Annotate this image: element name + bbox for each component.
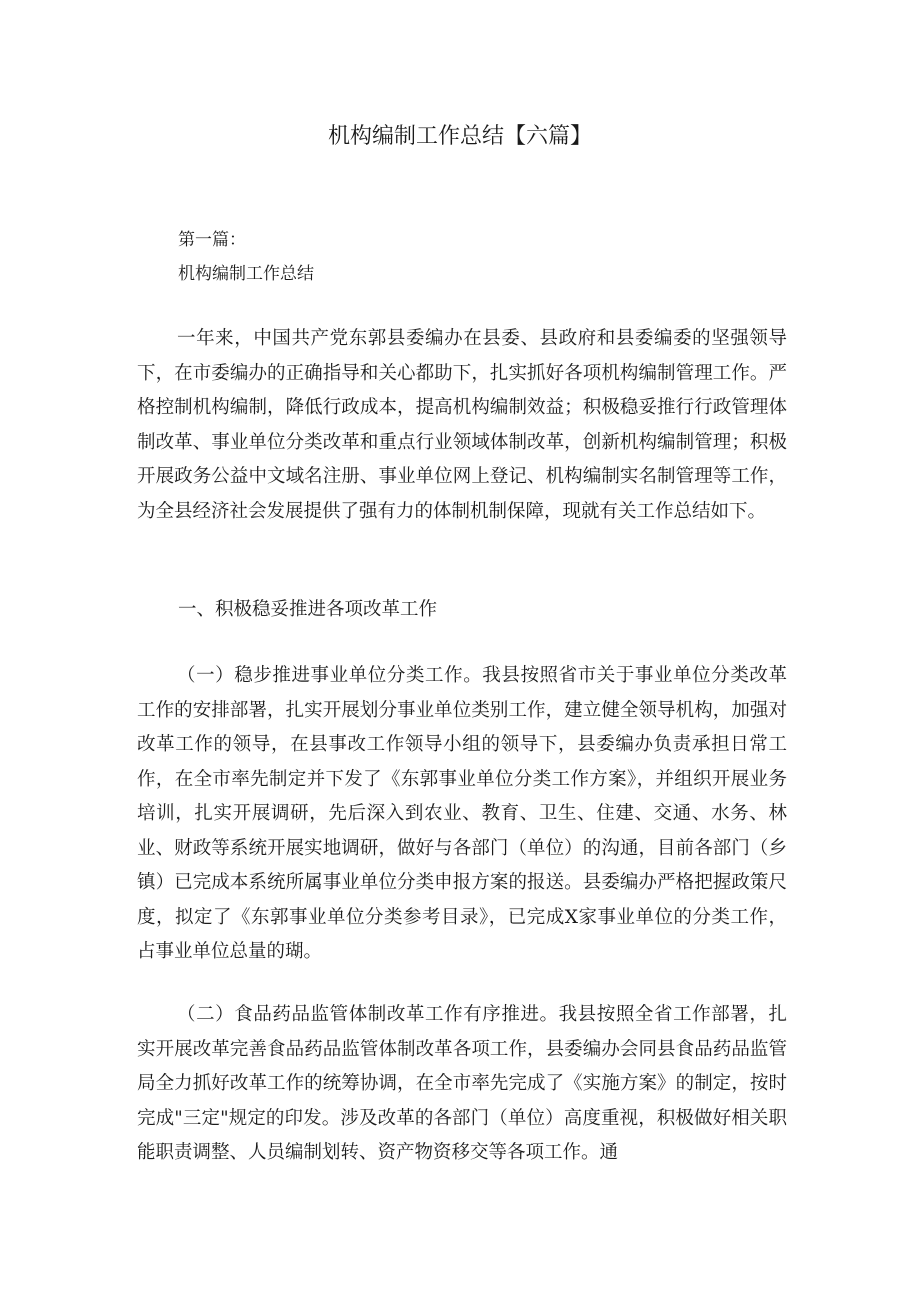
section-label: 第一篇： (178, 230, 246, 250)
heading-reform-work: 一、积极稳妥推进各项改革工作 (178, 599, 438, 620)
paragraph-institution-classification: （一）稳步推进事业单位分类工作。我县按照省市关于事业单位分类改革工作的安排部署，扎实开展划分事业单位类别工作，建立健全领导机构，加强对改革工作的领导，在县事改工作领导小组的领导下，县委编办负责承担日常工作，在全市率先制定并下发了《东郭事业单位分类工作方案》，并组织开展业务培训，扎实开展调研，先后深入到农业、教育、卫生、住建、交通、水务、林业、财政等系统开展实地调研，做好与各部门（单位）的沟通，目前各部门（乡镇）已完成本系统所属事业单位分类申报方案的报送。县委编办严格把握政策尺度，拟定了《东郭事业单位分类参考目录》，已完成X家事业单位的分类工作，占事业单位总量的瑚。 (137, 665, 787, 962)
intro-paragraph: 一年来，中国共产党东郭县委编办在县委、县政府和县委编委的坚强领导下，在市委编办的正确指导和关心都助下，扎实抓好各项机构编制管理工作。严格控制机构编制，降低行政成本，提高机构编制效益；积极稳妥推行行政管理体制改革、事业单位分类改革和重点行业领域体制改革，创新机构编制管理；积极开展政务公益中文域名注册、事业单位网上登记、机构编制实名制管理等工作，为全县经济社会发展提供了强有力的体制机制保障，现就有关工作总结如下。 (137, 328, 787, 522)
paragraph-food-drug-reform: （二）食品药品监管体制改革工作有序推进。我县按照全省工作部署，扎实开展改革完善食品药品监管体制改革各项工作，县委编办会同县食品药品监管局全力抓好改革工作的统筹协调，在全市率先完成了《实施方案》的制定，按时完成"三定"规定的印发。涉及改革的各部门（单位）高度重视，积极做好相关职能职责调整、人员编制划转、资产物资移交等各项工作。通 (137, 1004, 787, 1163)
document-title: 机构编制工作总结【六篇】 (327, 124, 592, 149)
section-title: 机构编制工作总结 (178, 264, 314, 284)
